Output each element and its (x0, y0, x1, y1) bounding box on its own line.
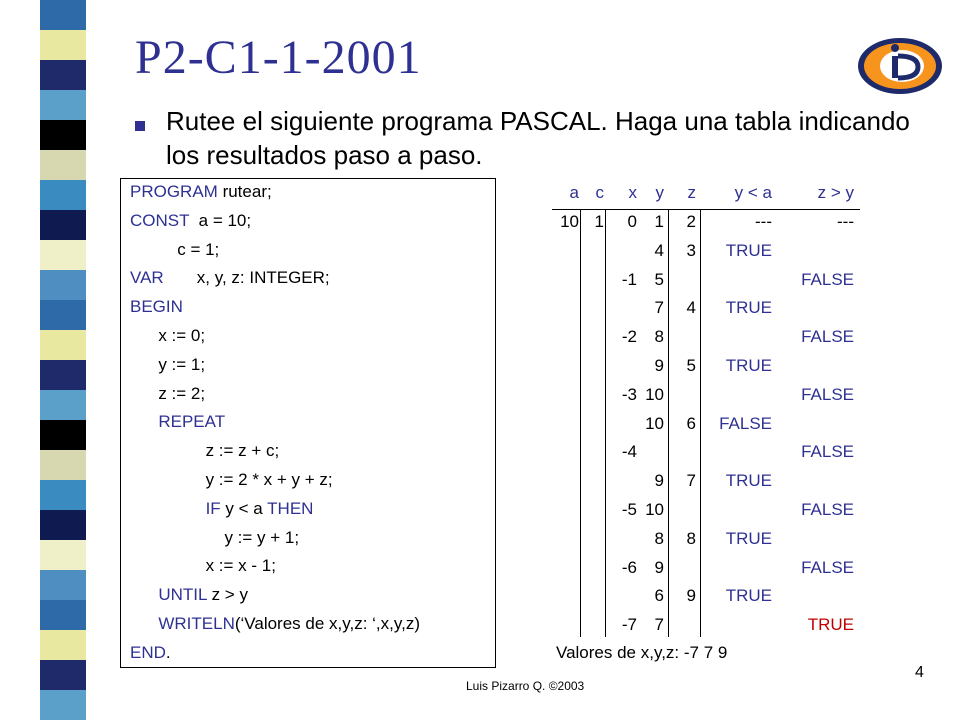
table-cell: 4 (686, 298, 696, 318)
table-cell: FALSE (801, 442, 854, 462)
table-header-rule (552, 209, 860, 210)
code-line: CONST a = 10; (130, 210, 252, 230)
stripe-block (40, 660, 86, 690)
table-cell: 10 (645, 500, 664, 519)
table-cell: 9 (654, 356, 664, 375)
table-cell: 10 (560, 212, 579, 231)
table-cell: TRUE (807, 615, 854, 635)
result-line: Valores de x,y,z: -7 7 9 (556, 643, 728, 662)
code-keyword: BEGIN (130, 297, 183, 317)
stripe-block (40, 480, 86, 510)
code-line: y := 1; (130, 354, 206, 374)
code-line: END. (130, 642, 171, 662)
code-keyword: END (130, 642, 166, 662)
table-cell: 7 (654, 298, 664, 318)
table-cell: --- (755, 212, 772, 231)
stripe-block (40, 420, 86, 450)
table-cell: 8 (654, 528, 664, 548)
table-cell: TRUE (725, 356, 772, 375)
table-cell: FALSE (801, 557, 854, 577)
table-cell: -1 (621, 269, 637, 289)
code-line: PROGRAM rutear; (130, 182, 272, 201)
code-line: VAR x, y, z: INTEGER; (130, 268, 330, 288)
table-cell: 7 (686, 471, 696, 491)
code-line: y := 2 * x + y + z; (130, 470, 333, 489)
table-header: x (628, 183, 637, 202)
table-cell: -4 (621, 442, 637, 462)
code-line: y := y + 1; (130, 527, 300, 547)
stripe-block (40, 600, 86, 630)
stripe-block (40, 450, 86, 480)
table-cell: 6 (686, 413, 696, 433)
code-keyword: WRITELN (158, 614, 235, 633)
intro-text: Rutee el siguiente programa PASCAL. Haga una tabla indicando los resultados paso a paso. (166, 106, 910, 170)
table-cell: TRUE (725, 528, 772, 548)
stripe-block (40, 270, 86, 300)
table-cell: 5 (654, 269, 664, 289)
code-line: WRITELN(‘Valores de x,y,z: ‘,x,y,z) (158, 614, 420, 633)
table-cell: 5 (686, 356, 696, 375)
table-cell: --- (837, 212, 854, 231)
table-header: y (655, 183, 664, 202)
stripe-block (40, 240, 86, 270)
code-line: x := 0; (130, 326, 206, 345)
table-divider (700, 209, 701, 637)
stripe-block (40, 360, 86, 390)
code-keyword: VAR (130, 268, 164, 288)
table-cell: TRUE (725, 586, 772, 606)
table-cell: FALSE (719, 413, 772, 433)
stripe-block (40, 690, 86, 720)
table-divider (580, 209, 581, 637)
table-cell: FALSE (801, 500, 854, 519)
table-cell: 1 (654, 212, 664, 231)
stripe-block (40, 300, 86, 330)
stripe-block (40, 510, 86, 540)
table-cell: 8 (686, 528, 696, 548)
table-cell: 9 (686, 586, 696, 606)
code-keyword: CONST (130, 210, 190, 230)
code-keyword: PROGRAM (130, 182, 218, 201)
table-cell: FALSE (801, 269, 854, 289)
table-cell: FALSE (801, 384, 854, 404)
table-cell: 6 (654, 586, 664, 606)
page-title: P2-C1-1-2001 (135, 31, 422, 84)
code-line (130, 412, 225, 432)
table-header: z > y (817, 183, 854, 202)
stripe-block (40, 150, 86, 180)
code-keyword: THEN (267, 498, 314, 518)
table-cell: 1 (594, 212, 604, 231)
stripe-block (40, 0, 86, 30)
code-line: IF y < a THEN (205, 498, 314, 518)
table-cell: TRUE (725, 298, 772, 318)
stripe-block (40, 210, 86, 240)
table-divider (668, 209, 669, 637)
code-keyword: REPEAT (158, 412, 226, 432)
table-cell: 2 (686, 212, 696, 231)
code-line (130, 297, 183, 317)
stripe-block (40, 180, 86, 210)
stripe-block (40, 60, 86, 90)
code-line: UNTIL z > y (158, 585, 248, 605)
logo-icon (852, 30, 944, 98)
stripe-block (40, 90, 86, 120)
table-cell: -6 (621, 557, 637, 577)
code-line: x := x - 1; (130, 556, 276, 576)
table-header: y < a (734, 183, 772, 202)
code-line: z := 2; (130, 383, 206, 403)
table-cell: 7 (654, 615, 664, 635)
stripe-block (40, 330, 86, 360)
table-header: a (569, 183, 579, 202)
stripe-block (40, 540, 86, 570)
table-cell: -3 (621, 384, 637, 404)
table-divider (605, 209, 606, 637)
table-cell: -7 (621, 615, 637, 635)
code-keyword: UNTIL (158, 585, 207, 605)
stripe-block (40, 390, 86, 420)
code-line: z := z + c; (130, 441, 280, 461)
code-line: c = 1; (130, 239, 220, 259)
table-cell: 9 (654, 557, 664, 577)
table-cell: FALSE (801, 327, 854, 347)
table-cell: TRUE (725, 471, 772, 491)
stripe-block (40, 570, 86, 600)
table-cell: 10 (645, 413, 664, 433)
table-header: z (687, 183, 696, 202)
decorative-stripe (0, 0, 86, 720)
stripe-block (40, 120, 86, 150)
table-header: c (595, 183, 604, 202)
table-cell: -2 (621, 327, 637, 347)
page-number: 4 (915, 664, 924, 681)
table-cell: 9 (654, 471, 664, 491)
bullet-marker (135, 121, 145, 131)
stripe-block (40, 30, 86, 60)
stripe-block (40, 630, 86, 660)
table-cell: 10 (645, 384, 664, 404)
footer-credit: Luis Pizarro Q. ©2003 (466, 679, 585, 693)
table-cell: 0 (627, 212, 637, 231)
table-cell: -5 (621, 500, 637, 519)
table-cell: 8 (654, 327, 664, 347)
table-cell: TRUE (725, 240, 772, 260)
table-cell: 3 (686, 240, 696, 260)
table-cell: 4 (654, 240, 664, 260)
code-keyword: IF (205, 498, 221, 518)
